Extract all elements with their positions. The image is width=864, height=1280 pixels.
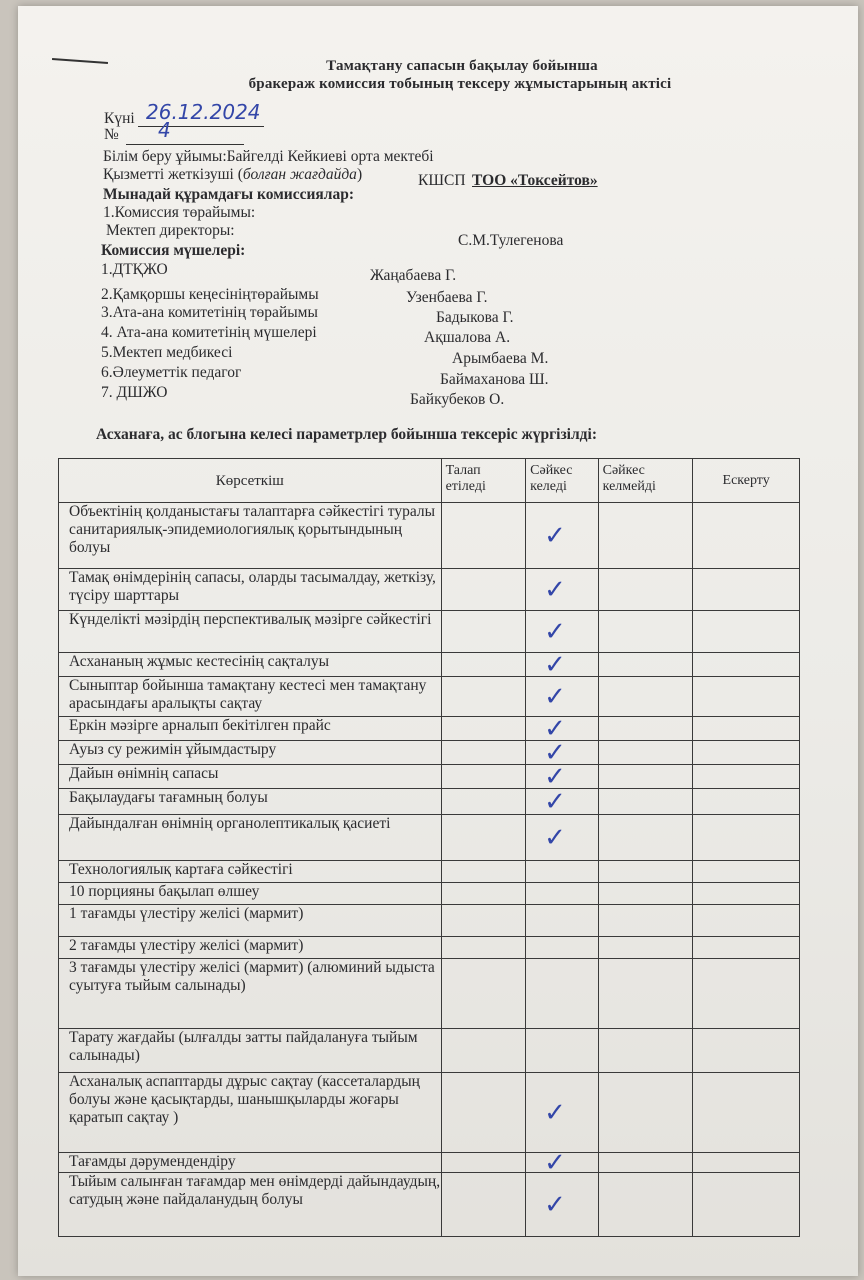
row-indicator: 2 тағамды үлестіру желісі (мармит)	[59, 937, 442, 959]
date-label: Күні	[104, 110, 135, 127]
noncompliant-cell	[598, 717, 693, 741]
required-cell	[441, 717, 526, 741]
required-cell	[441, 765, 526, 789]
noncompliant-cell	[598, 959, 693, 1029]
required-cell	[441, 937, 526, 959]
checkmark-icon: ✓	[544, 786, 566, 817]
noncompliant-cell	[598, 861, 693, 883]
note-cell	[693, 959, 800, 1029]
noncompliant-cell	[598, 883, 693, 905]
checkmark-icon: ✓	[544, 681, 566, 712]
table-intro: Асханаға, ас блогына келесі параметрлер бойынша тексеріс жүргізілді:	[96, 426, 597, 443]
member-role: 7. ДШЖО	[101, 384, 168, 401]
supplier-prefix: КШСП	[418, 172, 466, 189]
member-name: Арымбаева М.	[452, 350, 549, 367]
row-indicator: Еркін мәзірге арналып бекітілген прайс	[59, 717, 442, 741]
supplier-name: ТОО «Токсейтов»	[472, 172, 598, 189]
noncompliant-cell	[598, 677, 693, 717]
noncompliant-cell	[598, 1073, 693, 1153]
chair-label: 1.Комиссия төрайымы:	[103, 204, 256, 221]
compliant-cell	[526, 569, 598, 611]
table-row	[59, 1029, 800, 1073]
number-handwritten: 4	[158, 118, 171, 142]
required-cell	[441, 653, 526, 677]
table-row	[59, 741, 800, 765]
member-name: Баймаханова Ш.	[440, 371, 549, 388]
note-cell	[693, 883, 800, 905]
table-header-row	[59, 459, 800, 503]
supplier-close: )	[356, 166, 363, 183]
noncompliant-cell	[598, 741, 693, 765]
row-indicator: Асхананың жұмыс кестесінің сақталуы	[59, 653, 442, 677]
noncompliant-cell	[598, 789, 693, 815]
compliant-cell	[526, 611, 598, 653]
number-underline	[126, 144, 244, 145]
commission-heading: Мынадай құрамдағы комиссиялар:	[103, 186, 354, 203]
checkmark-icon: ✓	[544, 822, 566, 853]
checkmark-icon: ✓	[544, 737, 566, 768]
required-cell	[441, 959, 526, 1029]
compliant-cell	[526, 1029, 598, 1073]
noncompliant-cell	[598, 937, 693, 959]
required-cell	[441, 569, 526, 611]
row-indicator: Бақылаудағы тағамның болуы	[59, 789, 442, 815]
required-cell	[441, 789, 526, 815]
supplier-note: болған жағдайда	[242, 166, 357, 183]
noncompliant-cell	[598, 765, 693, 789]
director-name: С.М.Тулегенова	[458, 232, 564, 249]
noncompliant-cell	[598, 1153, 693, 1173]
noncompliant-cell	[598, 1029, 693, 1073]
row-indicator: Күнделікті мәзірдің перспективалық мәзірге сәйкестігі	[59, 611, 442, 653]
note-cell	[693, 905, 800, 937]
member-role: 3.Ата-ана комитетінің төрайымы	[101, 304, 318, 321]
table-row	[59, 611, 800, 653]
header-compliant: Сәйкес келеді	[526, 459, 598, 503]
checkmark-icon: ✓	[544, 616, 566, 647]
required-cell	[441, 1029, 526, 1073]
row-indicator: 1 тағамды үлестіру желісі (мармит)	[59, 905, 442, 937]
compliant-cell	[526, 761, 598, 792]
table-row	[59, 1173, 800, 1237]
table-row	[59, 905, 800, 937]
note-cell	[693, 1073, 800, 1153]
table-row	[59, 1073, 800, 1153]
table-row	[59, 815, 800, 861]
member-name: Узенбаева Г.	[406, 289, 488, 306]
compliant-cell	[526, 905, 598, 937]
note-cell	[693, 741, 800, 765]
row-indicator: Тамақ өнімдерінің сапасы, оларды тасымалдау, жеткізу, түсіру шарттары	[59, 569, 442, 611]
header-required: Талап етіледі	[441, 459, 526, 503]
required-cell	[441, 741, 526, 765]
row-indicator: Тағамды дәрумендендіру	[59, 1153, 442, 1173]
member-role: 6.Әлеуметтік педагог	[101, 364, 242, 381]
compliant-cell	[526, 861, 598, 883]
note-cell	[693, 765, 800, 789]
inspection-table	[58, 458, 800, 1237]
checkmark-icon: ✓	[544, 649, 566, 680]
header-indicator: Көрсеткіш	[59, 459, 442, 503]
number-label: №	[104, 126, 119, 143]
noncompliant-cell	[598, 1173, 693, 1237]
supplier-label: Қызметті жеткізуші (	[103, 166, 243, 183]
table-row	[59, 861, 800, 883]
compliant-cell	[526, 503, 598, 569]
required-cell	[441, 611, 526, 653]
note-cell	[693, 1173, 800, 1237]
required-cell	[441, 815, 526, 861]
checkmark-icon: ✓	[544, 1147, 566, 1178]
row-indicator: Технологиялық картаға сәйкестігі	[59, 861, 442, 883]
date-underline	[138, 126, 264, 127]
act-title-line-2: бракераж комиссия тобының тексеру жұмыстарының актісі	[248, 76, 672, 92]
header-note: Ескерту	[693, 459, 800, 503]
note-cell	[693, 677, 800, 717]
row-indicator: Сыныптар бойынша тамақтану кестесі мен тамақтану арасындағы аралықты сақтау	[59, 677, 442, 717]
checkmark-icon: ✓	[544, 1097, 566, 1128]
required-cell	[441, 1153, 526, 1173]
compliant-cell	[526, 786, 598, 817]
note-cell	[693, 861, 800, 883]
noncompliant-cell	[598, 503, 693, 569]
table-row	[59, 717, 800, 741]
noncompliant-cell	[598, 653, 693, 677]
member-name: Ақшалова А.	[424, 329, 511, 346]
supplier-line	[103, 166, 362, 184]
row-indicator: Тыйым салынған тағамдар мен өнімдерді дайындаудың, сатудың және пайдаланудың болуы	[59, 1173, 442, 1237]
row-indicator: Дайындалған өнімнің органолептикалық қасиеті	[59, 815, 442, 861]
row-indicator: 10 порцияны бақылап өлшеу	[59, 883, 442, 905]
table-row	[59, 569, 800, 611]
checkmark-icon: ✓	[544, 713, 566, 744]
compliant-cell	[526, 937, 598, 959]
required-cell	[441, 503, 526, 569]
table-row	[59, 937, 800, 959]
noncompliant-cell	[598, 569, 693, 611]
compliant-cell	[526, 883, 598, 905]
note-cell	[693, 611, 800, 653]
noncompliant-cell	[598, 815, 693, 861]
required-cell	[441, 905, 526, 937]
table-row	[59, 789, 800, 815]
member-name: Бадыкова Г.	[436, 309, 514, 326]
required-cell	[441, 861, 526, 883]
table-row	[59, 1153, 800, 1173]
noncompliant-cell	[598, 611, 693, 653]
checkmark-icon: ✓	[544, 761, 566, 792]
row-indicator: Асханалық аспаптарды дұрыс сақтау (кассеталардың болуы және қасықтарды, шанышқыларды жоғары қаратып сақтау )	[59, 1073, 442, 1153]
note-cell	[693, 569, 800, 611]
compliant-cell	[526, 815, 598, 861]
member-role: 1.ДТҚЖО	[101, 261, 168, 278]
table-row	[59, 677, 800, 717]
table-row	[59, 883, 800, 905]
row-indicator: Объектінің қолданыстағы талаптарға сәйкестігі туралы санитариялық-эпидемиологиялық қорытындының болуы	[59, 503, 442, 569]
note-cell	[693, 789, 800, 815]
note-cell	[693, 653, 800, 677]
member-name: Жаңабаева Г.	[370, 267, 457, 284]
header-noncompliant: Сәйкес келмейді	[598, 459, 693, 503]
note-cell	[693, 1029, 800, 1073]
table-row	[59, 653, 800, 677]
note-cell	[693, 717, 800, 741]
checkmark-icon: ✓	[544, 574, 566, 605]
row-indicator: Ауыз су режимін ұйымдастыру	[59, 741, 442, 765]
checkmark-icon: ✓	[544, 520, 566, 551]
member-role: 2.Қамқоршы кеңесініңтөрайымы	[101, 286, 319, 303]
act-title-line-1: Тамақтану сапасын бақылау бойынша	[326, 58, 598, 74]
organization-line: Білім беру ұйымы:Байгелді Кейкиеві орта мектебі	[103, 148, 434, 165]
noncompliant-cell	[598, 905, 693, 937]
member-name: Байкубеков О.	[410, 391, 505, 408]
compliant-cell	[526, 1173, 598, 1237]
compliant-cell	[526, 677, 598, 717]
note-cell	[693, 937, 800, 959]
note-cell	[693, 1153, 800, 1173]
required-cell	[441, 677, 526, 717]
director-label: Мектеп директоры:	[106, 222, 235, 239]
compliant-cell	[526, 1073, 598, 1153]
member-role: 4. Ата-ана комитетінің мүшелері	[101, 324, 317, 341]
table-row	[59, 765, 800, 789]
row-indicator: 3 тағамды үлестіру желісі (мармит) (алюминий ыдыста суытуға тыйым салынады)	[59, 959, 442, 1029]
required-cell	[441, 1173, 526, 1237]
row-indicator: Тарату жағдайы (ылғалды затты пайдалануға тыйым салынады)	[59, 1029, 442, 1073]
table-row	[59, 959, 800, 1029]
required-cell	[441, 883, 526, 905]
row-indicator: Дайын өнімнің сапасы	[59, 765, 442, 789]
required-cell	[441, 1073, 526, 1153]
compliant-cell	[526, 649, 598, 680]
members-heading: Комиссия мүшелері:	[101, 242, 246, 259]
checkmark-icon: ✓	[544, 1189, 566, 1220]
compliant-cell	[526, 1147, 598, 1178]
table-row	[59, 503, 800, 569]
note-cell	[693, 503, 800, 569]
note-cell	[693, 815, 800, 861]
member-role: 5.Мектеп медбикесі	[101, 344, 233, 361]
compliant-cell	[526, 959, 598, 1029]
date-handwritten: 26.12.2024	[146, 100, 261, 124]
